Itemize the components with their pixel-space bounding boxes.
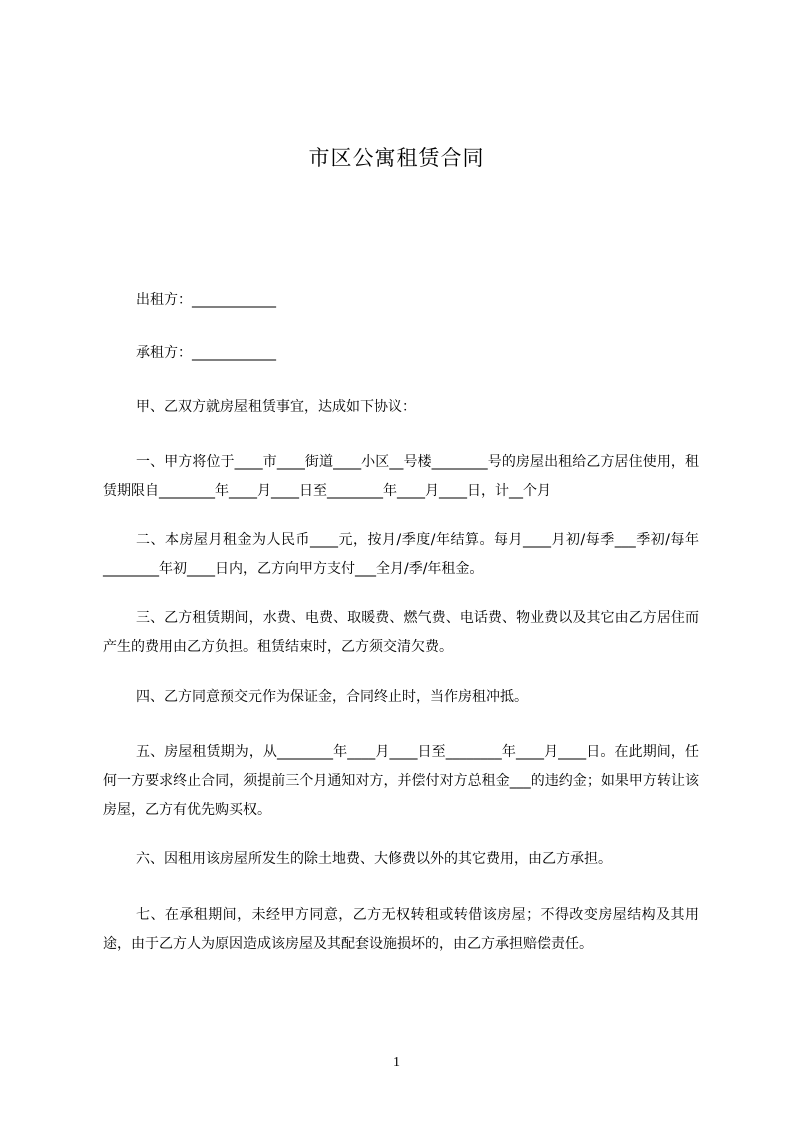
clause-1: 一、甲方将位于____市____街道____小区__号楼________号的房屋出租给乙方居住使用，租赁期限自________年____月____日至________年____月____日，计__个月: [103, 454, 699, 499]
preamble: 甲、乙双方就房屋租赁事宜，达成如下协议：: [136, 399, 416, 415]
clause-2: 二、本房屋月租金为人民币____元，按月/季度/年结算。每月____月初/每季___季初/每年________年初____日内，乙方向甲方支付___全月/季/年租金。: [103, 532, 699, 577]
lessor-line: 出租方：____________: [136, 292, 276, 308]
page-title: 市区公寓租赁合同: [308, 146, 485, 170]
clause-7: 七、在承租期间，未经甲方同意，乙方无权转租或转借该房屋；不得改变房屋结构及其用途，由于乙方人为原因造成该房屋及其配套设施损坏的，由乙方承担赔偿责任。: [103, 907, 699, 952]
lessee-line: 承租方：____________: [136, 345, 276, 361]
clause-3: 三、乙方租赁期间，水费、电费、取暖费、燃气费、电话费、物业费以及其它由乙方居住而产生的费用由乙方负担。租赁结束时，乙方须交清欠费。: [103, 610, 699, 655]
clause-4: 四、乙方同意预交元作为保证金，合同终止时，当作房租冲抵。: [136, 689, 528, 705]
clause-6: 六、因租用该房屋所发生的除土地费、大修费以外的其它费用，由乙方承担。: [136, 851, 612, 867]
clause-5: 五、房屋租赁期为，从________年____月____日至________年____月____日。在此期间，任何一方要求终止合同，须提前三个月通知对方，并偿付对方总租金___的违约金；如果甲方转让该房屋，乙方有优先购买权。: [103, 744, 699, 818]
page-number: 1: [393, 1055, 400, 1070]
